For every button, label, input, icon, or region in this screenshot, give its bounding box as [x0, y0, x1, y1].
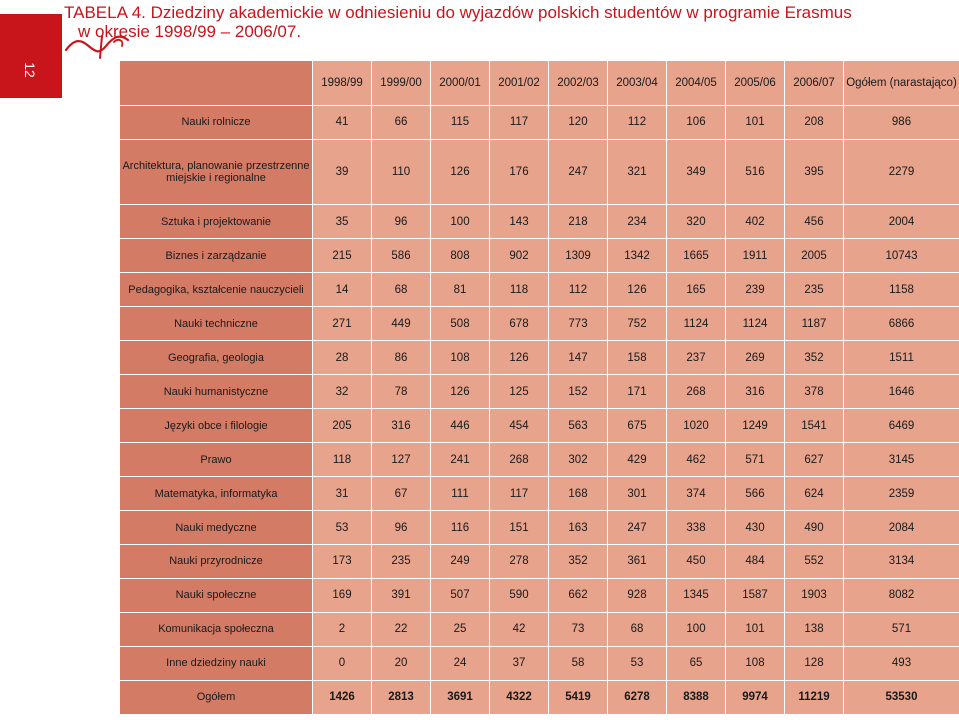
table-row [120, 307, 959, 341]
table-body [120, 106, 959, 715]
table-cell: 235 [372, 544, 431, 578]
table-cell: 678 [490, 307, 549, 341]
table-cell: 67 [372, 477, 431, 511]
table-cell: 81 [431, 273, 490, 307]
table-cell: 28 [313, 341, 372, 375]
table-cell: 25 [431, 612, 490, 646]
table-cell: 126 [490, 341, 549, 375]
table-cell: 571 [844, 612, 959, 646]
table-cell: 5419 [549, 680, 608, 714]
table-cell: 563 [549, 409, 608, 443]
table-cell: 53530 [844, 680, 959, 714]
table-cell: 0 [313, 646, 372, 680]
table-cell: 10743 [844, 239, 959, 273]
table-cell: 374 [667, 477, 726, 511]
table-row [120, 139, 959, 204]
table-cell: 1020 [667, 409, 726, 443]
table-cell: 20 [372, 646, 431, 680]
table-cell: 1158 [844, 273, 959, 307]
row-label: Nauki humanistyczne [120, 375, 313, 409]
table-cell: 11219 [785, 680, 844, 714]
table-cell: 586 [372, 239, 431, 273]
table-cell: 24 [431, 646, 490, 680]
table-cell: 773 [549, 307, 608, 341]
table-cell: 490 [785, 511, 844, 545]
column-header: 2000/01 [431, 61, 490, 106]
table-cell: 100 [431, 205, 490, 239]
page-tab [0, 14, 62, 98]
table-row [120, 511, 959, 545]
table-cell: 321 [608, 139, 667, 204]
table-cell: 566 [726, 477, 785, 511]
table-row [120, 646, 959, 680]
table-cell: 126 [608, 273, 667, 307]
page-number: 12 [22, 62, 38, 78]
table-cell: 120 [549, 106, 608, 140]
table-cell: 126 [431, 139, 490, 204]
table-cell: 316 [372, 409, 431, 443]
table-cell: 662 [549, 578, 608, 612]
table-cell: 1911 [726, 239, 785, 273]
table-cell: 78 [372, 375, 431, 409]
table-cell: 402 [726, 205, 785, 239]
table-cell: 1587 [726, 578, 785, 612]
table-row [120, 612, 959, 646]
table-row [120, 477, 959, 511]
table-cell: 68 [608, 612, 667, 646]
table-cell: 516 [726, 139, 785, 204]
table-cell: 316 [726, 375, 785, 409]
table-cell: 96 [372, 205, 431, 239]
table-cell: 507 [431, 578, 490, 612]
table-cell: 808 [431, 239, 490, 273]
column-header: 2003/04 [608, 61, 667, 106]
table-cell: 42 [490, 612, 549, 646]
header-corner [120, 61, 313, 106]
table-cell: 152 [549, 375, 608, 409]
table-cell: 395 [785, 139, 844, 204]
table-cell: 127 [372, 443, 431, 477]
table-row [120, 443, 959, 477]
table-cell: 205 [313, 409, 372, 443]
table-cell: 1665 [667, 239, 726, 273]
table-cell: 2 [313, 612, 372, 646]
table-cell: 928 [608, 578, 667, 612]
table-cell: 128 [785, 646, 844, 680]
table-cell: 8388 [667, 680, 726, 714]
table-cell: 2005 [785, 239, 844, 273]
table-cell: 118 [490, 273, 549, 307]
table-cell: 168 [549, 477, 608, 511]
column-header: Ogółem (narastająco) [844, 61, 959, 106]
table-cell: 552 [785, 544, 844, 578]
column-header: 2006/07 [785, 61, 844, 106]
column-header: 1998/99 [313, 61, 372, 106]
row-label: Prawo [120, 443, 313, 477]
table-cell: 169 [313, 578, 372, 612]
table-cell: 627 [785, 443, 844, 477]
table-cell: 429 [608, 443, 667, 477]
table-cell: 2084 [844, 511, 959, 545]
table-cell: 1309 [549, 239, 608, 273]
column-header: 2004/05 [667, 61, 726, 106]
table-cell: 31 [313, 477, 372, 511]
table-cell: 4322 [490, 680, 549, 714]
table-cell: 902 [490, 239, 549, 273]
table-row [120, 205, 959, 239]
table-cell: 173 [313, 544, 372, 578]
table-cell: 126 [431, 375, 490, 409]
table-cell: 8082 [844, 578, 959, 612]
table-cell: 116 [431, 511, 490, 545]
table-cell: 235 [785, 273, 844, 307]
table-cell: 449 [372, 307, 431, 341]
row-label: Architektura, planowanie przestrzenne miejskie i regionalne [120, 139, 313, 204]
table-cell: 58 [549, 646, 608, 680]
table-cell: 2359 [844, 477, 959, 511]
data-table-container [119, 60, 959, 717]
table-cell: 493 [844, 646, 959, 680]
table-cell: 301 [608, 477, 667, 511]
table-cell: 3691 [431, 680, 490, 714]
table-cell: 268 [490, 443, 549, 477]
table-cell: 165 [667, 273, 726, 307]
table-row [120, 409, 959, 443]
table-cell: 6469 [844, 409, 959, 443]
table-row [120, 544, 959, 578]
table-cell: 118 [313, 443, 372, 477]
table-cell: 73 [549, 612, 608, 646]
table-cell: 2004 [844, 205, 959, 239]
table-cell: 53 [608, 646, 667, 680]
table-cell: 247 [549, 139, 608, 204]
table-cell: 39 [313, 139, 372, 204]
table-cell: 101 [726, 612, 785, 646]
table-cell: 237 [667, 341, 726, 375]
row-label: Komunikacja społeczna [120, 612, 313, 646]
table-cell: 3134 [844, 544, 959, 578]
table-cell: 241 [431, 443, 490, 477]
table-cell: 86 [372, 341, 431, 375]
table-cell: 176 [490, 139, 549, 204]
table-cell: 37 [490, 646, 549, 680]
row-label: Języki obce i filologie [120, 409, 313, 443]
table-cell: 147 [549, 341, 608, 375]
erasmus-table [119, 60, 959, 715]
table-cell: 624 [785, 477, 844, 511]
table-cell: 752 [608, 307, 667, 341]
row-label: Nauki medyczne [120, 511, 313, 545]
table-cell: 590 [490, 578, 549, 612]
column-header: 1999/00 [372, 61, 431, 106]
table-cell: 125 [490, 375, 549, 409]
table-cell: 1124 [667, 307, 726, 341]
header-row [120, 61, 959, 106]
table-cell: 446 [431, 409, 490, 443]
table-cell: 163 [549, 511, 608, 545]
table-cell: 249 [431, 544, 490, 578]
table-cell: 2279 [844, 139, 959, 204]
table-cell: 138 [785, 612, 844, 646]
table-cell: 66 [372, 106, 431, 140]
table-cell: 320 [667, 205, 726, 239]
table-cell: 218 [549, 205, 608, 239]
column-header: 2001/02 [490, 61, 549, 106]
table-cell: 117 [490, 106, 549, 140]
table-cell: 349 [667, 139, 726, 204]
table-cell: 111 [431, 477, 490, 511]
row-label: Nauki społeczne [120, 578, 313, 612]
table-cell: 571 [726, 443, 785, 477]
table-cell: 338 [667, 511, 726, 545]
row-label: Biznes i zarządzanie [120, 239, 313, 273]
table-cell: 9974 [726, 680, 785, 714]
table-cell: 352 [785, 341, 844, 375]
table-cell: 675 [608, 409, 667, 443]
table-row [120, 106, 959, 140]
table-cell: 6278 [608, 680, 667, 714]
table-row [120, 239, 959, 273]
title-line-2: w okresie 1998/99 – 2006/07. [78, 22, 302, 41]
table-cell: 1342 [608, 239, 667, 273]
table-cell: 1646 [844, 375, 959, 409]
table-cell: 117 [490, 477, 549, 511]
table-cell: 454 [490, 409, 549, 443]
table-title [64, 3, 852, 41]
row-label: Nauki rolnicze [120, 106, 313, 140]
table-cell: 115 [431, 106, 490, 140]
table-cell: 106 [667, 106, 726, 140]
table-cell: 1903 [785, 578, 844, 612]
table-cell: 35 [313, 205, 372, 239]
table-cell: 68 [372, 273, 431, 307]
table-cell: 208 [785, 106, 844, 140]
table-row [120, 273, 959, 307]
table-cell: 271 [313, 307, 372, 341]
table-cell: 53 [313, 511, 372, 545]
table-cell: 2813 [372, 680, 431, 714]
table-cell: 65 [667, 646, 726, 680]
total-row [120, 680, 959, 714]
table-row [120, 578, 959, 612]
table-cell: 1511 [844, 341, 959, 375]
table-cell: 1426 [313, 680, 372, 714]
table-cell: 361 [608, 544, 667, 578]
table-cell: 41 [313, 106, 372, 140]
table-cell: 1187 [785, 307, 844, 341]
table-cell: 1249 [726, 409, 785, 443]
table-cell: 1124 [726, 307, 785, 341]
table-cell: 239 [726, 273, 785, 307]
table-cell: 22 [372, 612, 431, 646]
table-cell: 143 [490, 205, 549, 239]
table-cell: 302 [549, 443, 608, 477]
table-cell: 391 [372, 578, 431, 612]
table-cell: 108 [726, 646, 785, 680]
table-cell: 112 [549, 273, 608, 307]
table-cell: 234 [608, 205, 667, 239]
table-cell: 484 [726, 544, 785, 578]
table-cell: 508 [431, 307, 490, 341]
row-label: Pedagogika, kształcenie nauczycieli [120, 273, 313, 307]
row-label: Matematyka, informatyka [120, 477, 313, 511]
row-label: Nauki techniczne [120, 307, 313, 341]
table-cell: 32 [313, 375, 372, 409]
table-cell: 352 [549, 544, 608, 578]
table-cell: 456 [785, 205, 844, 239]
table-cell: 1345 [667, 578, 726, 612]
table-cell: 462 [667, 443, 726, 477]
table-cell: 430 [726, 511, 785, 545]
table-cell: 247 [608, 511, 667, 545]
table-cell: 269 [726, 341, 785, 375]
table-cell: 450 [667, 544, 726, 578]
table-cell: 215 [313, 239, 372, 273]
table-cell: 151 [490, 511, 549, 545]
table-cell: 278 [490, 544, 549, 578]
column-header: 2005/06 [726, 61, 785, 106]
row-label: Sztuka i projektowanie [120, 205, 313, 239]
table-cell: 158 [608, 341, 667, 375]
table-cell: 1541 [785, 409, 844, 443]
row-label: Geografia, geologia [120, 341, 313, 375]
table-cell: 3145 [844, 443, 959, 477]
table-cell: 268 [667, 375, 726, 409]
row-label: Nauki przyrodnicze [120, 544, 313, 578]
table-row [120, 375, 959, 409]
table-cell: 6866 [844, 307, 959, 341]
table-cell: 112 [608, 106, 667, 140]
table-cell: 100 [667, 612, 726, 646]
table-cell: 101 [726, 106, 785, 140]
table-cell: 14 [313, 273, 372, 307]
row-label: Ogółem [120, 680, 313, 714]
table-cell: 108 [431, 341, 490, 375]
title-line-1: TABELA 4. Dziedziny akademickie w odniesieniu do wyjazdów polskich studentów w programie Erasmus [64, 3, 852, 22]
table-cell: 110 [372, 139, 431, 204]
table-cell: 96 [372, 511, 431, 545]
table-cell: 378 [785, 375, 844, 409]
table-cell: 171 [608, 375, 667, 409]
column-header: 2002/03 [549, 61, 608, 106]
table-cell: 986 [844, 106, 959, 140]
table-row [120, 341, 959, 375]
row-label: Inne dziedziny nauki [120, 646, 313, 680]
